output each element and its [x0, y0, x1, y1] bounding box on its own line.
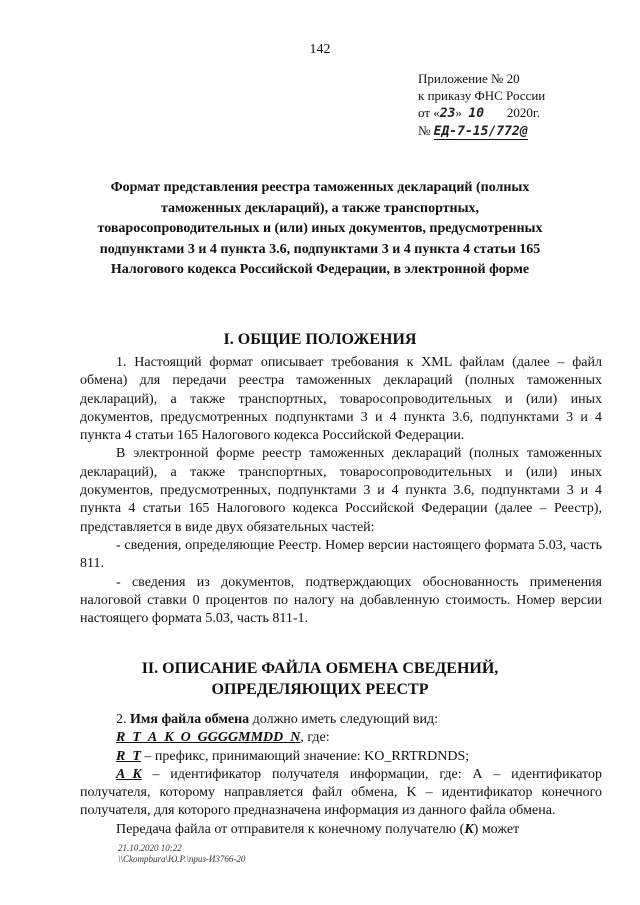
section1-heading: I. ОБЩИЕ ПОЛОЖЕНИЯ	[223, 331, 417, 348]
file-name-pattern: R_T_A_K_O_GGGGMMDD_N	[116, 730, 301, 746]
paragraph-text: Передача файла от отправителя к конечному получателю (	[116, 821, 465, 837]
annex-date-prefix: от «	[418, 105, 440, 120]
prefix-code: R_T	[116, 748, 141, 764]
paragraph-number: 2.	[116, 712, 130, 727]
section1-paragraph-1: 1. Настоящий формат описывает требования к XML файлам (далее – файл обмена) для передачи реестра таможенных деклараций (полных таможенных деклараций), а также транспортных, товаросопроводительных и (или) иных документов, предусмотренных подпунктами 3 и 4 пункта 3.6, подпунктами 3 и 4 пункта 4 статьи 165 Налогового кодекса Российской Федерации.	[80, 355, 602, 444]
recipient-code: A_K	[116, 766, 142, 782]
section2-heading-line2: ОПРЕДЕЛЯЮЩИХ РЕЕСТР	[211, 681, 429, 698]
document-title: Формат представления реестра таможенных деклараций (полных таможенных деклараций), а также транспортных, товаросопроводительных и (или) иных документов, предусмотренных подпунктами 3 и 4 пункта 3.6, подпунктами 3 и 4 пункта 4 статьи 165 Налогового кодекса Российской Федерации, в электронной форме	[97, 180, 543, 277]
section2-heading-line1: II. ОПИСАНИЕ ФАЙЛА ОБМЕНА СВЕДЕНИЙ,	[141, 660, 499, 677]
paragraph-text: – идентификатор получателя информации, где: А – идентификатор получателя, которому направляется файл обмена, K – идентификатор конечного получателя, для которого предназначена информация из данного файла обмена.	[80, 766, 602, 819]
footer-path: \\Ckompbura\Ю.Р.\приз-И3766-20	[118, 854, 246, 864]
annex-date-day: 23	[439, 106, 456, 121]
paragraph-text: должно иметь следующий вид:	[249, 712, 439, 727]
file-name-term: Имя файла обмена	[130, 712, 250, 727]
section2-paragraph-3	[80, 748, 602, 766]
annex-order-number: ЕД-7-15/772@	[433, 124, 528, 139]
paragraph-text: – префикс, принимающий значение: KO_RRTRDNDS;	[140, 748, 470, 764]
section2-heading	[60, 658, 580, 700]
section1-paragraph-3: - сведения, определяющие Реестр. Номер версии настоящего формата 5.03, часть 811.	[80, 537, 602, 572]
annex-block	[418, 70, 545, 140]
section2-paragraph-1	[80, 711, 602, 729]
annex-date-year: 2020г.	[506, 105, 540, 120]
annex-order-prefix: №	[418, 123, 431, 138]
section2-paragraph-2	[80, 729, 602, 747]
footer-timestamp: 21.10.2020 10:22	[118, 843, 182, 853]
section2-body	[80, 711, 602, 839]
annex-date-month: 10	[468, 106, 485, 121]
footer-stamp	[118, 843, 245, 865]
section2-paragraph-4	[80, 766, 602, 821]
annex-order	[418, 122, 545, 140]
annex-title: Приложение № 20	[418, 71, 520, 86]
annex-order-ref: к приказу ФНС России	[418, 88, 546, 103]
paragraph-text: ) может	[473, 821, 520, 837]
section2-paragraph-5	[80, 821, 602, 839]
section1-paragraph-4: - сведения из документов, подтверждающих обоснованность применения налоговой ставки 0 процентов по налогу на добавленную стоимость. Номер версии настоящего формата 5.03, часть 811-1.	[80, 574, 602, 627]
annex-date-mid: »	[455, 105, 462, 120]
section1-body	[80, 354, 602, 628]
page-number: 142	[309, 42, 331, 57]
annex-date	[418, 104, 545, 122]
section1-paragraph-2: В электронной форме реестр таможенных деклараций (полных таможенных деклараций), а также транспортных, товаросопроводительных и (или) иных документов, предусмотренных, подпунктами 3 и 4 пункта 3.6, подпунктами 3 и 4 пункта 4 статьи 165 Налогового кодекса Российской Федерации (далее – Реестр), представляется в виде двух обязательных частей:	[80, 446, 602, 535]
paragraph-text: , где:	[300, 730, 330, 746]
final-recipient-code: K	[464, 821, 474, 837]
